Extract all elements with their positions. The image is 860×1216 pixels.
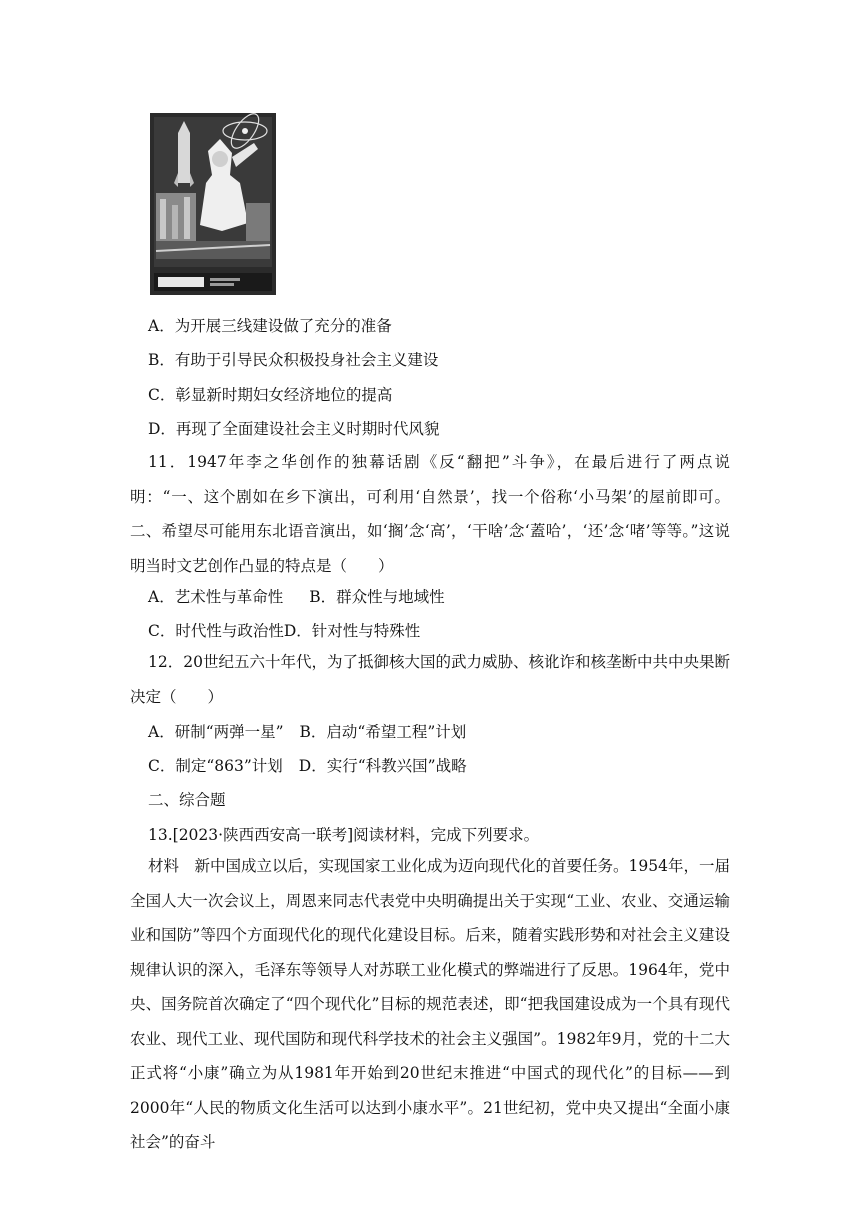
- q10-option-d: D．再现了全面建设社会主义时期时代风貌: [148, 420, 440, 438]
- q10-option-c: C．彰显新时期妇女经济地位的提高: [148, 386, 393, 404]
- q11-options-row-2: [148, 621, 758, 641]
- q13-material: 材料 新中国成立以后，实现国家工业化成为迈向现代化的首要任务。1954年，一届全国人大一次会议上，周恩来同志代表党中央明确提出关于实现“工业、农业、交通运输业和国防”等四个方面现代化的现代化建设目标。后来，随着实践形势和对社会主义建设规律认识的深入，毛泽东等领导人对苏联工业化模式的弊端进行了反思。1964年，党中央、国务院首次确定了“四个现代化”目标的规范表述，即“把我国建设成为一个具有现代农业、现代工业、现代国防和现代科学技术的社会主义强国”。1982年9月，党的十二大正式将“小康”确立为从1981年开始到20世纪末推进“中国式的现代化”的目标——到2000年“人民的物质文化生活可以达到小康水平”。21世纪初，党中央又提出“全面小康社会”的奋斗: [130, 857, 730, 1151]
- propaganda-poster-image: [150, 113, 276, 295]
- q11-option-d: D．针对性与特殊性: [283, 622, 421, 640]
- q10-option-a: A．为开展三线建设做了充分的准备: [148, 317, 392, 335]
- q12-options-row-2: [148, 756, 758, 776]
- q11-stem: 11．1947年李之华创作的独幕话剧《反“翻把”斗争》，在最后进行了两点说明：“一、这个剧如在乡下演出，可利用‘自然景’，找一个俗称‘小马架’的屋前即可。二、希望尽可能用东北语音演出，如‘搁’念‘高’，‘干啥’念‘蓋哈’，‘还’念‘啫’等等。”这说明当时文艺创作凸显的特点是（ ）: [130, 453, 730, 575]
- q12-option-d: D．实行“科教兴国”战略: [298, 757, 467, 775]
- q13-stem: 13.[2023·陕西西安高一联考]阅读材料，完成下列要求。: [148, 826, 540, 844]
- q11-options-row-1: [148, 587, 758, 607]
- q12-option-a: A．研制“两弹一星”: [148, 723, 284, 741]
- section-title: 二、综合题: [148, 791, 226, 809]
- q11-option-b: B．群众性与地域性: [309, 588, 445, 606]
- q12-options-row-1: [148, 722, 758, 742]
- q12-option-b: B．启动“希望工程”计划: [299, 723, 467, 741]
- q12-option-c: C．制定“863”计划: [148, 757, 283, 775]
- q12-stem: 12．20世纪五六十年代，为了抵御核大国的武力威胁、核讹诈和核垄断中共中央果断决定（ ）: [130, 653, 730, 706]
- q11-option-c: C．时代性与政治性: [148, 622, 284, 640]
- q10-option-b: B．有助于引导民众积极投身社会主义建设: [148, 351, 439, 369]
- q11-option-a: A．艺术性与革命性: [148, 588, 284, 606]
